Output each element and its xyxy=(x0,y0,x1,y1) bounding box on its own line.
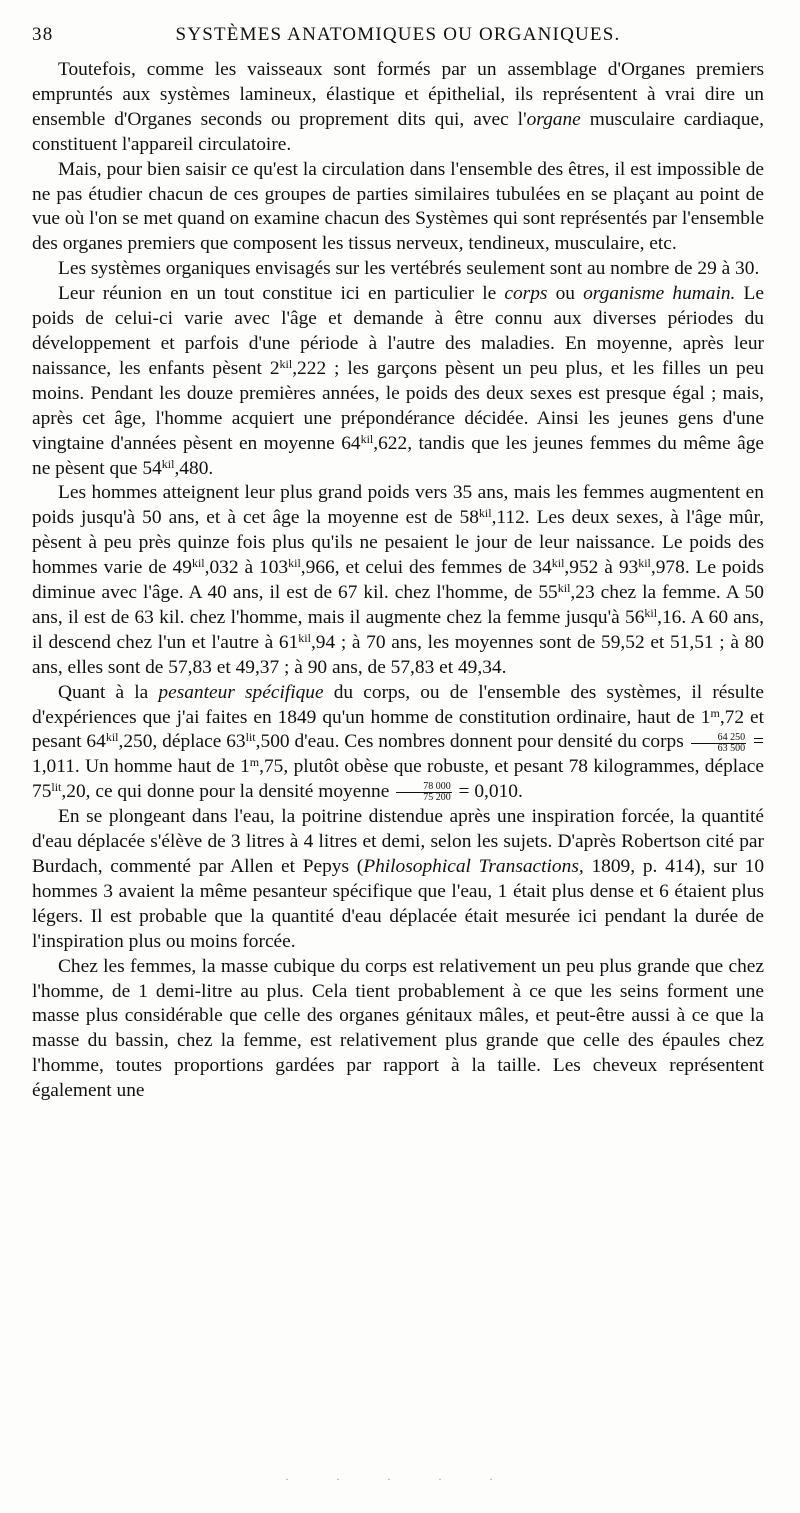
text-run: musculaire cardiaque, constituent l'appareil circulatoire. xyxy=(32,108,764,155)
text-run: Toutefois, comme les vaisseaux sont formés par un assemblage d'Organes premiers empruntés aux systèmes lamineux, élastique et épithelial, ils représentent à vrai dire un ensemble d'Organes seconds ou proprement dits qui, avec l' xyxy=(32,59,764,130)
text-run: ,94 ; à 70 ans, les moyennes sont de 59,52 et 51,51 ; à 80 ans, elles sont de 57,83 et 49,37 ; à 90 ans, de 57,83 et 49,34. xyxy=(32,631,764,678)
fraction-denominator: 75 200 xyxy=(423,792,451,804)
paragraph-2: Mais, pour bien saisir ce qu'est la circulation dans l'ensemble des êtres, il est impossible de ne pas étudier chacun de ces groupes de parties similaires tubulées en se plaçant au point de vue où l'on se met quand on examine chacun des Systèmes qui sont représentés par l'ensemble des organes premiers que composent les tissus nerveux, tendineux, musculaire, etc. xyxy=(32,158,764,255)
unit-superscript: kil xyxy=(105,730,119,745)
unit-superscript: kil xyxy=(288,556,301,571)
unit-superscript: lit xyxy=(51,780,62,795)
text-run: = 1,011. Un homme haut de 1 xyxy=(32,731,764,778)
density-fraction-2 xyxy=(396,782,452,803)
text-run: Le poids de celui-ci varie avec l'âge et demande à être connu aux diverses périodes du développement et parfois d'une période à l'autre des maladies. En moyenne, après leur naissance, les enfants pèsent 2 xyxy=(32,283,764,379)
running-head xyxy=(32,24,764,58)
unit-superscript: m xyxy=(710,705,720,720)
text-run: ,222 ; les garçons pèsent un peu plus, et les filles un peu moins. Pendant les douze premières années, le poids des deux sexes est presque égal ; mais, après cet âge, l'homme acquiert une prépondérance décidée. Ainsi les jeunes gens d'une vingtaine d'années pèsent en moyenne 64 xyxy=(32,357,764,454)
fraction-numerator: 78 000 xyxy=(396,782,452,793)
text-run: ,500 d'eau. Ces nombres donnent pour densité du corps xyxy=(255,731,689,753)
paragraph-6 xyxy=(32,681,764,806)
italic-text: Philosophical Transactions, xyxy=(363,856,584,877)
text-run: ,032 à 103 xyxy=(204,557,289,579)
text-run: ,20, ce qui donne pour la densité moyenne xyxy=(61,781,395,803)
text-run: ,16. A 60 ans, il descend chez l'un et l'autre à 61 xyxy=(32,606,764,653)
body-text xyxy=(32,58,764,1104)
paragraph-3: Les systèmes organiques envisagés sur les vertébrés seulement sont au nombre de 29 à 30. xyxy=(58,258,760,280)
unit-superscript: lit xyxy=(245,730,256,745)
text-run: Quant à la xyxy=(58,681,159,703)
unit-superscript: kil xyxy=(298,630,311,645)
text-run: ,622, tandis que les jeunes femmes du même âge ne pèsent que 54 xyxy=(32,432,764,479)
text-run: Les hommes atteignent leur plus grand poids vers 35 ans, mais les femmes augmentent en poids jusqu'à 50 ans, et à cet âge la moyenne est de 58 xyxy=(32,482,764,529)
paragraph-8: Chez les femmes, la masse cubique du corps est relativement un peu plus grande que chez l'homme, de 1 demi-litre au plus. Cela tient probablement à ce que les seins forment une masse plus considérable que celle des organes génitaux mâles, et peut-être aussi à ce que la masse du bassin, chez la femme, est relativement plus grande que celle des épaules chez l'homme, toutes proportions gardées par rapport à la taille. Les cheveux représentent également une xyxy=(32,955,764,1102)
page-number: 38 xyxy=(32,24,54,45)
paragraph-4 xyxy=(32,282,764,481)
running-title: SYSTÈMES ANATOMIQUES OU ORGANIQUES. xyxy=(175,24,621,45)
italic-text: organisme humain. xyxy=(583,283,736,305)
unit-superscript: kil xyxy=(360,431,374,446)
unit-superscript: kil xyxy=(191,556,205,571)
text-run: ,72 et pesant 64 xyxy=(32,706,764,753)
text-run: ,250, déplace 63 xyxy=(118,731,246,753)
text-run: ,112. Les deux sexes, à l'âge mûr, pèsent à peu près quinze fois plus qu'ils ne pesaient le jour de leur naissance. Le poids des hommes varie de 49 xyxy=(32,507,765,579)
print-specks: · · · · · xyxy=(285,1472,515,1486)
unit-superscript: kil xyxy=(279,356,293,371)
text-run: ,75, plutôt obèse que robuste, et pesant 78 kilogrammes, déplace 75 xyxy=(32,756,764,803)
unit-superscript: kil xyxy=(551,556,565,571)
text-run: ,480. xyxy=(174,457,214,479)
text-run: ,966, et celui des femmes de 34 xyxy=(300,557,552,579)
density-fraction-1 xyxy=(691,733,747,754)
fraction-numerator: 64 250 xyxy=(691,733,747,744)
italic-text: organe xyxy=(526,108,581,130)
unit-superscript: kil xyxy=(638,556,651,571)
text-run: Leur réunion en un tout constitue ici en particulier le xyxy=(58,283,505,305)
text-run: En se plongeant dans l'eau, la poitrine distendue après une inspiration forcée, la quantité d'eau déplacée s'élève de 3 litres à 4 litres et demi, selon les sujets. D'après Robertson cité par Burdach, commenté par Allen et Pepys ( xyxy=(32,806,764,877)
text-run: = 0,010. xyxy=(453,781,523,803)
italic-text: pesanteur spécifique xyxy=(158,681,324,703)
paragraph-5 xyxy=(32,481,764,680)
unit-superscript: kil xyxy=(161,456,175,471)
unit-superscript: kil xyxy=(644,605,658,620)
unit-superscript: kil xyxy=(478,506,492,521)
text-run: ,952 à 93 xyxy=(564,557,639,579)
paragraph-7 xyxy=(32,805,764,954)
text-run: ,23 chez la femme. A 50 ans, il est de 63 kil. chez l'homme, mais il augmente chez la femme jusqu'à 56 xyxy=(32,582,764,628)
unit-superscript: m xyxy=(249,755,260,770)
unit-superscript: kil xyxy=(557,581,571,596)
paragraph-1 xyxy=(32,58,764,158)
text-run: 1809, p. 414), sur 10 hommes 3 avaient la même pesanteur spécifique que l'eau, 1 était plus dense et 6 étaient plus légers. Il est probable que la quantité d'eau déplacée était mesurée ici pendant la durée de l'inspiration plus ou moins forcée. xyxy=(32,856,765,952)
fraction-denominator: 63 500 xyxy=(717,742,746,754)
text-run: du corps, ou de l'ensemble des systèmes, il résulte d'expériences que j'ai faites en 1849 qu'un homme de constitution ordinaire, haut de 1 xyxy=(32,681,765,728)
italic-text: corps xyxy=(504,283,548,305)
text-run: ,978. Le poids diminue avec l'âge. A 40 ans, il est de 67 kil. chez l'homme, de 55 xyxy=(32,557,765,604)
text-run: ou xyxy=(547,283,584,305)
